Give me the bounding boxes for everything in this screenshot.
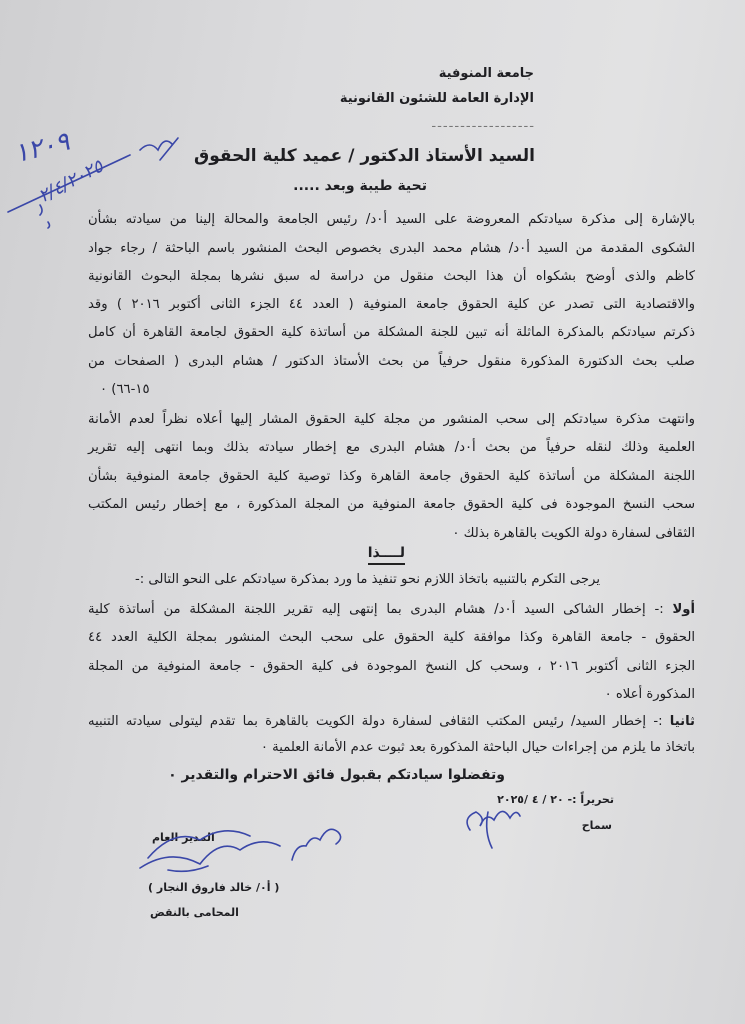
handwritten-date: ٢/٤/٢٠٢٥	[34, 155, 107, 208]
text-line: العلمية وذلك لنقله حرفياً من بحث أ٠د/ هشام البدرى مع إخطار سيادته بذلك وبما انتهى إليه تقرير	[88, 440, 695, 455]
department-name: الإدارة العامة للشئون القانونية	[339, 91, 534, 106]
date-line	[497, 790, 614, 810]
university-name: جامعة المنوفية	[438, 66, 534, 81]
text-line: سحب النسخ الموجودة فى كلية الحقوق جامعة المنوفية من المجلة المذكورة ، مع إخطار رئيس المكتب	[88, 497, 695, 512]
signatory-role: المحامى بالنقض	[150, 906, 239, 919]
text-line: الثقافى لسفارة دولة الكويت بالقاهرة بذلك ٠	[452, 526, 695, 541]
text-line: والاقتصادية التى تصدر عن كلية الحقوق جامعة المنوفية ( العدد ٤٤ الجزء الثانى أكتوبر ٢٠١٦ ) وقد	[88, 297, 695, 312]
text-line: الحقوق - جامعة القاهرة وكذا موافقة كلية الحقوق على سحب البحث المنشور بمجلة الكلية العدد ٤٤	[88, 630, 695, 645]
date-label: تحريراً :-	[567, 793, 614, 806]
text-line: وانتهت مذكرة سيادتكم إلى سحب المنشور من مجلة كلية الحقوق المشار إليها أعلاه نظراً لعدم الأمانة	[88, 412, 695, 427]
text-line: اللجنة المشكلة من أساتذة كلية الحقوق جامعة القاهرة وكذا توصية كلية الحقوق جامعة المنوفية بشأن	[88, 469, 695, 484]
text-line: ذكرتم سيادتكم بالمذكرة الماثلة أنه تبين للجنة المشكلة من أساتذة كلية الحقوق لجامعة القاهرة أن كامل	[88, 325, 695, 340]
text-line: صلب بحث الدكتورة المذكورة منقول حرفياً من بحث الأستاذ الدكتور / هشام البدرى ( الصفحات من	[88, 354, 695, 369]
signatory-title: المدير العام	[152, 831, 215, 844]
text-line: الجزء الثانى أكتوبر ٢٠١٦ ، وسحب كل النسخ الموجودة فى كلية الحقوق - جامعة المنوفية من المجلة	[88, 659, 695, 674]
text-line: المذكورة أعلاه ٠	[604, 687, 695, 702]
text-line: الشكوى المقدمة من السيد أ٠د/ هشام محمد البدرى بخصوص البحث المنشور باسم الباحثة / رجاء جواد	[88, 241, 695, 256]
text-line: ١٥-٦٦) ٠	[100, 382, 150, 397]
request-line: يرجى التكرم بالتنبيه باتخاذ اللازم نحو تنفيذ ما ورد بمذكرة سيادتكم على النحو التالى :-	[134, 572, 600, 587]
text-line: بالإشارة إلى مذكرة سيادتكم المعروضة على السيد أ٠د/ رئيس الجامعة والمحالة إلينا من سيادته بشأن	[88, 212, 695, 227]
signature-typist	[467, 811, 520, 830]
signatory-name: ( أ٠/ خالد فاروق النجار )	[148, 881, 280, 894]
text-line: :- إخطار السيد/ رئيس المكتب الثقافى لسفارة دولة الكويت بالقاهرة بما تقدم ليتولى سيادته التنبيه	[88, 714, 670, 729]
ink-dots	[40, 205, 50, 228]
typist-name: سماح	[581, 819, 612, 832]
greeting: تحية طيبة وبعد .....	[293, 178, 427, 194]
text-line: باتخاذ ما يلزم من إجراءات حيال الباحثة المذكورة بعد ثبوت عدم الأمانة العلمية ٠	[260, 740, 695, 755]
closing-line: وتفضلوا سيادتكم بقبول فائق الاحترام والتقدير ٠	[168, 767, 505, 783]
date-value: ٢٠ / ٤ /٢٠٢٥	[497, 793, 564, 806]
initials-mark	[140, 138, 178, 160]
signature-reviewer	[292, 829, 341, 860]
handwritten-reference-number: ١٢٠٩	[11, 126, 73, 170]
text-line: كاظم والذى أوضح بشكواه أن هذا البحث منقول من دراسة له سبق نشرها بمجلة البحوث القانونية	[88, 269, 695, 284]
item-label: ثانيا	[669, 714, 695, 729]
addressee: السيد الأستاذ الدكتور / عميد كلية الحقوق	[194, 146, 535, 166]
item-label: أولا	[672, 602, 695, 617]
therefore-heading: لــــذا	[368, 543, 405, 565]
signature-stroke	[487, 812, 492, 848]
text-line: :- إخطار الشاكى السيد أ٠د/ هشام البدرى بما إنتهى إليه تقرير اللجنة المشكلة من أساتذة كلية	[88, 602, 673, 617]
header-divider: ------------------	[431, 119, 535, 134]
